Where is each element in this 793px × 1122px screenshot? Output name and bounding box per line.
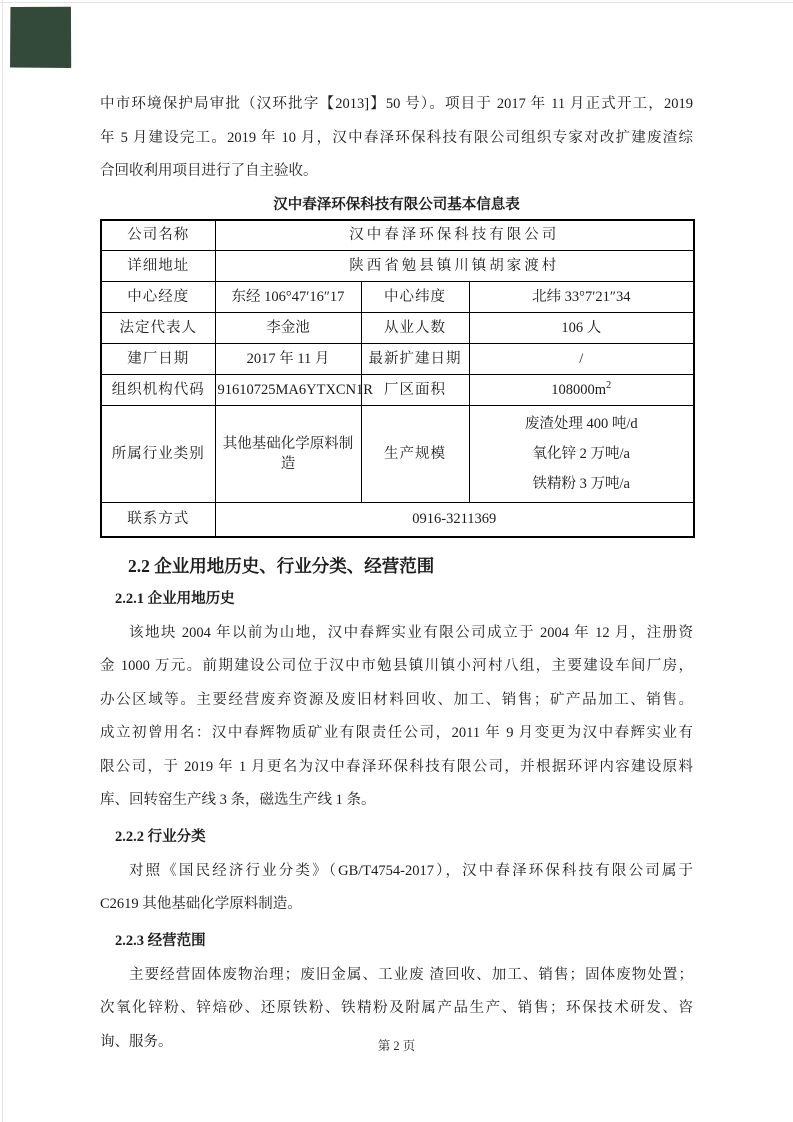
- scan-fold-artifact: [8, 5, 73, 70]
- row-value: 李金池: [215, 313, 361, 344]
- scan-edge-line-top: [0, 2, 793, 3]
- text-line: 库、回转窑生产线 3 条，磁选生产线 1 条。: [100, 792, 376, 808]
- text-line: 限公司，于 2019 年 1 月更名为汉中春泽环保科技有限公司，并根据环评内容建设原料: [100, 758, 693, 775]
- production-line: 氧化锌 2 万吨/a: [532, 446, 630, 462]
- row-label: 所属行业类别: [101, 406, 215, 503]
- row-value: 91610725MA6YTXCN1R: [215, 375, 361, 406]
- row-label: 组织机构代码: [101, 375, 215, 406]
- row-label: 中心经度: [101, 282, 215, 313]
- row-label: 详细地址: [101, 251, 215, 282]
- superscript-2: 2: [606, 380, 612, 392]
- row-value: 106 人: [469, 313, 694, 344]
- row-value: [469, 375, 694, 406]
- row-label: 联系方式: [101, 503, 215, 537]
- production-scale-cell: [469, 406, 694, 503]
- row-label: 建厂日期: [101, 344, 215, 375]
- table-title: 汉中春泽环保科技有限公司基本信息表: [273, 196, 520, 213]
- row-label: 中心纬度: [361, 282, 469, 313]
- table-row-org-code: [101, 375, 694, 406]
- paragraph-land-history: [100, 617, 693, 818]
- table-row-address: [101, 251, 694, 282]
- subsection-heading-2-2-3: 2.2.3 经营范围: [115, 932, 206, 949]
- table-row-industry: [101, 406, 694, 503]
- text-line: 年 5 月建设完工。2019 年 10 月，汉中春泽环保科技有限公司组织专家对改扩建废渣综: [100, 129, 693, 146]
- row-label: 公司名称: [101, 220, 215, 251]
- text-line: 次氧化锌粉、锌焙砂、还原铁粉、铁精粉及附属产品生产、销售；环保技术研发、咨: [100, 1000, 693, 1016]
- row-value: 汉中春泽环保科技有限公司: [215, 220, 694, 251]
- company-info-table: [100, 219, 695, 538]
- text-line: 成立初曾用名：汉中春辉物质矿业有限责任公司，2011 年 9 月变更为汉中春辉实业有: [100, 725, 693, 741]
- row-value: 其他基础化学原料制造: [215, 406, 361, 503]
- row-value: 2017 年 11 月: [215, 344, 361, 375]
- table-row-company-name: [101, 220, 694, 251]
- page-content: [100, 88, 693, 1059]
- text-line: C2619 其他基础化学原料制造。: [100, 896, 302, 912]
- page-number: 第 2 页: [377, 1039, 416, 1053]
- row-value: /: [469, 344, 694, 375]
- text-line: 合回收利用项目进行了自主验收。: [100, 163, 318, 179]
- subsection-heading-2-2-2: 2.2.2 行业分类: [115, 828, 206, 845]
- production-line: 废渣处理 400 吨/d: [524, 416, 638, 432]
- row-label: 最新扩建日期: [361, 344, 469, 375]
- paragraph-industry-class: [100, 855, 693, 922]
- text-line: 主要经营固体废物治理；废旧金属、工业废 渣回收、加工、销售；固体废物处置；: [129, 966, 693, 983]
- text-line: 该地块 2004 年以前为山地，汉中春辉实业有限公司成立于 2004 年 12 月，注册资: [129, 624, 693, 641]
- row-label: 从业人数: [361, 313, 469, 344]
- row-value: 0916-3211369: [215, 503, 694, 537]
- text-line: 对照《国民经济行业分类》（GB/T4754-2017），汉中春泽环保科技有限公司属于: [129, 862, 693, 879]
- row-value: 东经 106°47′16″17: [215, 282, 361, 313]
- row-label: 法定代表人: [101, 313, 215, 344]
- table-row-legal-rep: [101, 313, 694, 344]
- table-row-coordinates: [101, 282, 694, 313]
- table-row-founding-date: [101, 344, 694, 375]
- row-value: 北纬 33°7′21″34: [469, 282, 694, 313]
- row-value: 陕西省勉县镇川镇胡家渡村: [215, 251, 694, 282]
- row-label: 厂区面积: [361, 375, 469, 406]
- section-heading-2-2: 2.2 企业用地历史、行业分类、经营范围: [128, 555, 435, 576]
- subsection-heading-2-2-1: 2.2.1 企业用地历史: [115, 590, 235, 607]
- intro-paragraph: [100, 88, 693, 189]
- area-value: 108000m: [551, 382, 607, 398]
- text-line: 办公区域等。主要经营废弃资源及废旧材料回收、加工、销售；矿产品加工、销售。: [100, 691, 693, 708]
- table-row-contact: [101, 503, 694, 537]
- text-line: 中市环境保护局审批（汉环批字【2013]】50 号）。项目于 2017 年 11 月正式开工，2019: [100, 96, 693, 112]
- production-line: 铁精粉 3 万吨/a: [532, 476, 630, 492]
- row-label: 生产规模: [361, 406, 469, 503]
- text-line: 金 1000 万元。前期建设公司位于汉中市勉县镇川镇小河村八组，主要建设车间厂房，: [100, 658, 693, 674]
- text-line: 询、服务。: [100, 1033, 173, 1050]
- scan-edge-line-left: [2, 0, 3, 1122]
